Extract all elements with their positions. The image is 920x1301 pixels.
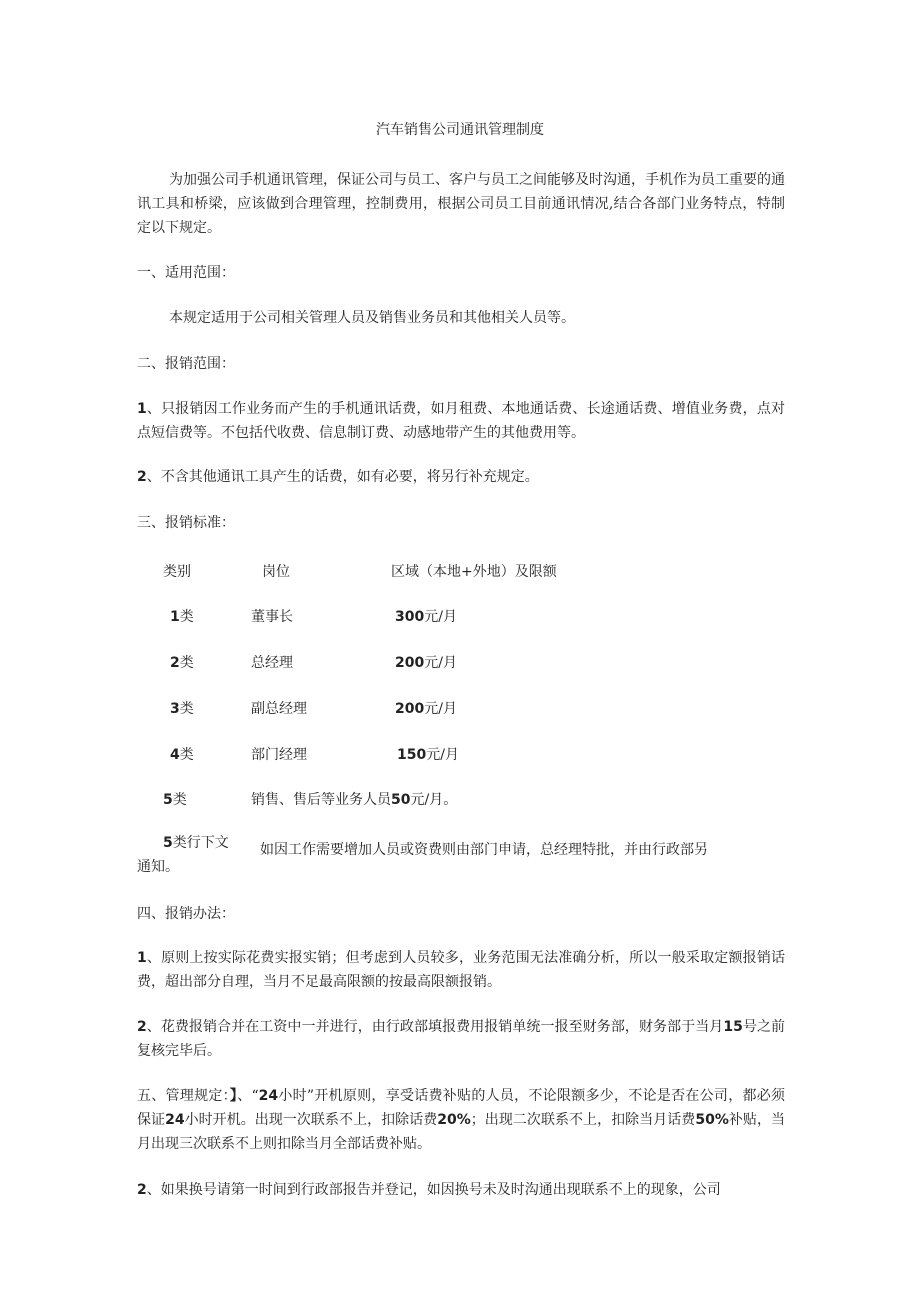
table-note-text: 如因工作需要增加人员或资费则由部门申请，总经理特批，并由行政部另 xyxy=(260,842,708,858)
table-row-3-post: 副总经理 xyxy=(251,701,307,717)
table-note-label xyxy=(163,831,229,855)
table-row-4-number: 4 xyxy=(170,747,180,763)
section4-item2-text-a: 、花费报销合并在工资中一并进行，由行政部填报费用报销单统一报至财务部，财务部于当月 xyxy=(146,1019,724,1035)
section1-body: 本规定适用于公司相关管理人员及销售业务员和其他相关人员等。 xyxy=(169,310,575,326)
table-row-2-amount: 200 xyxy=(395,655,425,671)
section5-text-a: 、“ xyxy=(237,1088,259,1104)
table-note-number: 5 xyxy=(163,835,173,851)
table-note-label-text: 类行下文 xyxy=(172,835,229,851)
table-row-2-unit: 元/月 xyxy=(424,655,457,671)
table-row-1-number: 1 xyxy=(170,609,180,625)
section5-paragraph xyxy=(137,1084,785,1156)
section4-heading: 四、报销办法： xyxy=(137,906,235,922)
table-row-1-unit: 元/月 xyxy=(424,609,457,625)
section5-text-d: ；出现二次联系不上，扣除当月话费 xyxy=(470,1112,696,1128)
table-header-post: 岗位 xyxy=(262,564,290,580)
section4-item2-number: 2 xyxy=(137,1019,147,1035)
section5-item2 xyxy=(137,1178,785,1202)
section1-heading: 一、适用范围： xyxy=(137,265,235,281)
section2-item1-text: 、只报销因工作业务而产生的手机通讯话费，如月租费、本地通话费、长途通话费、增值业务费，点对点短信费等。不包括代收费、信息制订费、动感地带产生的其他费用等。 xyxy=(137,401,785,441)
section5-bracket: 】 xyxy=(229,1088,238,1104)
table-row-1-limit xyxy=(395,605,457,629)
intro-paragraph: 为加强公司手机通讯管理，保证公司与员工、客户与员工之间能够及时沟通，手机作为员工重要的通讯工具和桥梁，应该做到合理管理，控制费用，根据公司员工目前通讯情况,结合各部门业务特点，特制定以下规定。 xyxy=(137,172,785,236)
section5-text-e: 补贴，当月出现三次联系不上则扣除当月全部话费补贴。 xyxy=(137,1112,786,1152)
table-row-5-number: 5 xyxy=(163,792,173,808)
table-row-5-cat: 类 xyxy=(172,792,187,808)
table-row-5-post-limit xyxy=(251,788,457,812)
table-row-1-cat: 类 xyxy=(179,609,194,625)
table-row-3-number: 3 xyxy=(170,701,180,717)
section4-item1-number: 1 xyxy=(137,950,147,966)
table-row-5-amount: 50 xyxy=(391,792,411,808)
section2-heading: 二、报销范围： xyxy=(137,356,235,372)
section5-pct-20: 20% xyxy=(437,1112,471,1128)
table-note-tail: 通知。 xyxy=(137,859,179,875)
section5-text-c: 小时开机。出现一次联系不上，扣除话费 xyxy=(184,1112,438,1128)
table-row-3-category xyxy=(170,697,194,721)
section5-text-b: 小时”开机原则，享受话费补贴的人员，不论限额多少，不论是否在公司，都必须保证 xyxy=(137,1088,786,1128)
document-title: 汽车销售公司通讯管理制度 xyxy=(376,122,544,138)
section5-item2-number: 2 xyxy=(137,1182,147,1198)
section3-heading: 三、报销标准： xyxy=(137,515,235,531)
table-row-3-amount: 200 xyxy=(395,701,425,717)
table-row-2-category xyxy=(170,651,194,675)
section5-item2-text: 、如果换号请第一时间到行政部报告并登记，如因换号未及时沟通出现联系不上的现象，公司 xyxy=(146,1182,721,1198)
table-header-limit: 区域（本地+外地）及限额 xyxy=(391,564,557,580)
section2-item1 xyxy=(137,397,785,445)
table-row-2-number: 2 xyxy=(170,655,180,671)
section5-pct-50: 50% xyxy=(695,1112,729,1128)
section4-item2-text-b: 号之前复核完毕后。 xyxy=(137,1019,786,1059)
section2-item1-number: 1 xyxy=(137,401,147,417)
section4-item2 xyxy=(137,1015,785,1063)
table-header-category: 类别 xyxy=(163,564,191,580)
table-row-4-limit xyxy=(397,743,459,767)
table-row-3-cat: 类 xyxy=(179,701,194,717)
table-row-4-category xyxy=(170,743,194,767)
table-row-3-unit: 元/月 xyxy=(424,701,457,717)
section2-item2 xyxy=(137,465,785,489)
section4-item2-number-15: 15 xyxy=(723,1019,743,1035)
table-row-5-post: 销售、售后等业务人员 xyxy=(251,792,391,808)
table-row-1-category xyxy=(170,605,194,629)
table-row-4-unit: 元/月 xyxy=(426,747,459,763)
section2-item2-text: 、不含其他通讯工具产生的话费，如有必要，将另行补充规定。 xyxy=(146,469,539,485)
table-row-4-cat: 类 xyxy=(179,747,194,763)
section5-num-24a: 24 xyxy=(258,1088,279,1104)
table-row-4-amount: 150 xyxy=(397,747,427,763)
table-row-2-cat: 类 xyxy=(179,655,194,671)
table-row-2-post: 总经理 xyxy=(251,655,293,671)
section4-item1-text: 、原则上按实际花费实报实销；但考虑到人员较多，业务范围无法准确分析，所以一般采取定额报销话费，超出部分自理，当月不足最高限额的按最高限额报销。 xyxy=(137,950,785,990)
table-row-5-unit: 元/月。 xyxy=(410,792,458,808)
table-row-1-amount: 300 xyxy=(395,609,425,625)
table-row-3-limit xyxy=(395,697,457,721)
table-row-4-post: 部门经理 xyxy=(251,747,307,763)
section5-heading: 五、管理规定： xyxy=(137,1088,230,1104)
section5-num-24b: 24 xyxy=(165,1112,185,1128)
section4-item1 xyxy=(137,946,785,994)
table-row-2-limit xyxy=(395,651,457,675)
table-row-1-post: 董事长 xyxy=(251,609,293,625)
table-row-5-category xyxy=(163,788,187,812)
section2-item2-number: 2 xyxy=(137,469,147,485)
